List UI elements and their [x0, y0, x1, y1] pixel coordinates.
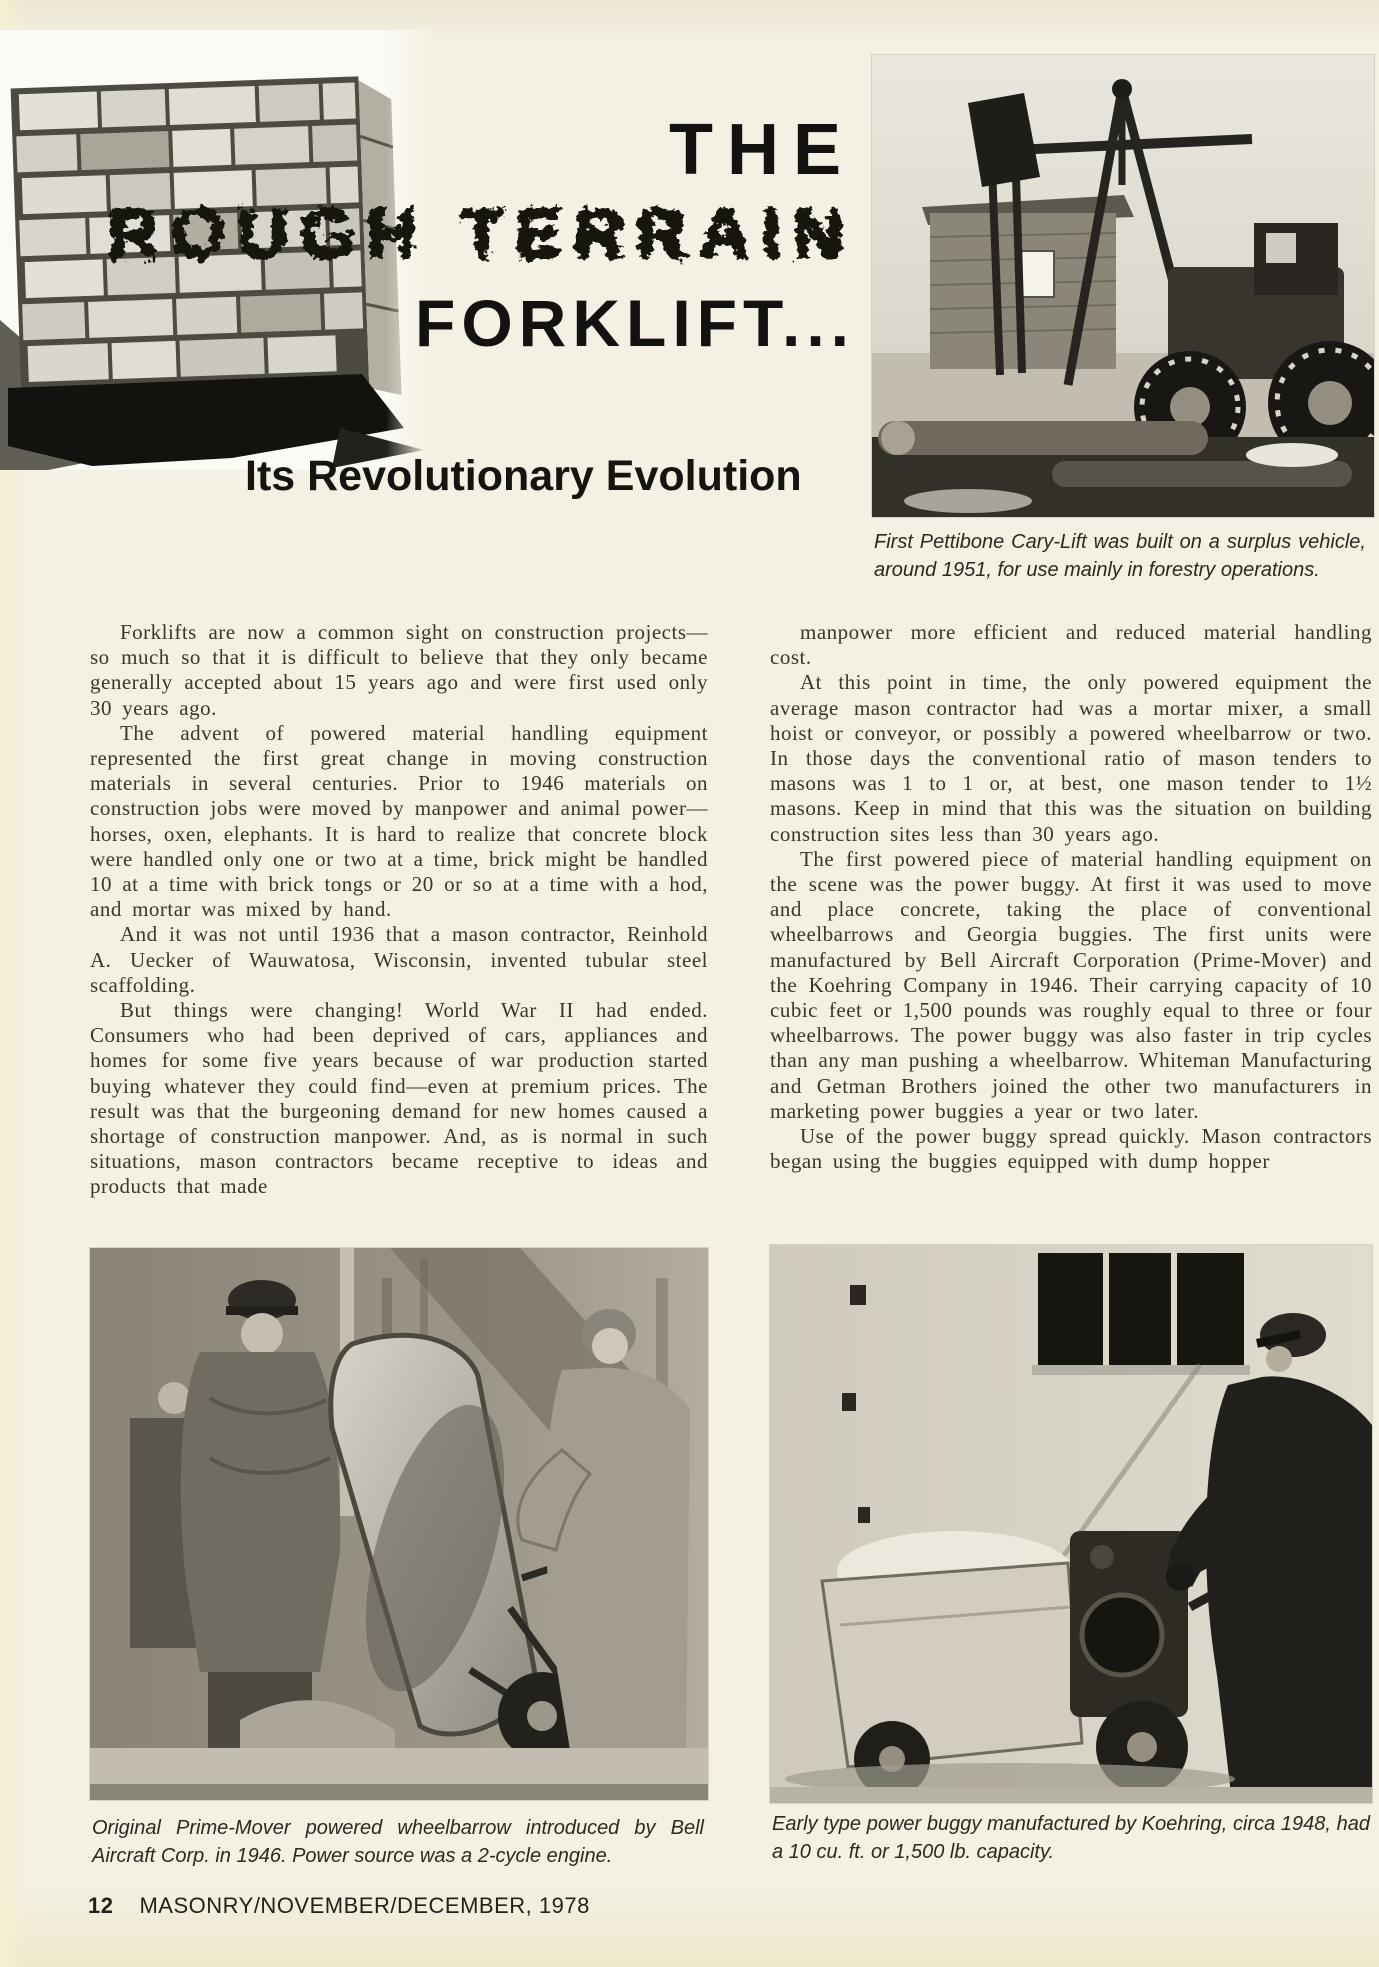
- title-line-the: THE: [669, 110, 855, 190]
- article-subtitle: Its Revolutionary Evolution: [245, 452, 802, 500]
- article-column-left: [90, 620, 708, 1200]
- photo-pettibone-cary-lift: [872, 55, 1374, 517]
- paragraph: The first powered piece of material handling equipment on the scene was the power buggy. At first it was used to move and place concrete, taking the place of conventional wheelbarrows and Georgia buggies. The first units were manufactured by Bell Aircraft Corporation (Prime-Mover) and the Koehring Company in 1946. Their carrying capacity of 10 cubic feet or 1,500 pounds was roughly equal to three or four wheelbarrows. The power buggy was also faster in trip cycles than any man pushing a wheelbarrow. Whiteman Manufacturing and Getman Brothers joined the other two manufacturers in marketing power buggies a year or two later.: [770, 846, 1372, 1123]
- caption-prime-mover: Original Prime-Mover powered wheelbarrow introduced by Bell Aircraft Corp. in 1946. Power source was a 2-cycle engine.: [92, 1817, 704, 1867]
- paragraph: manpower more efficient and reduced material handling cost.: [770, 620, 1372, 670]
- paragraph: And it was not until 1936 that a mason contractor, Reinhold A. Uecker of Wauwatosa, Wisconsin, invented tubular steel scaffolding.: [90, 922, 708, 997]
- caption-koehring: Early type power buggy manufactured by Koehring, circa 1948, had a 10 cu. ft. or 1,500 lb. capacity.: [772, 1813, 1370, 1863]
- paragraph: Use of the power buggy spread quickly. Mason contractors began using the buggies equipped with dump hopper: [770, 1124, 1372, 1174]
- article-column-right: [770, 620, 1372, 1174]
- title-line-rough-terrain: ROUGH TERRAIN: [107, 194, 855, 272]
- paragraph: But things were changing! World War II had ended. Consumers who had been deprived of cars, appliances and homes for some five years because of war production started buying whatever they could find—even at premium prices. The result was that the burgeoning demand for new homes caused a shortage of construction manpower. And, as is normal in such situations, mason contractors became receptive to ideas and products that made: [90, 998, 708, 1199]
- paragraph: At this point in time, the only powered equipment the average mason contractor had was a mortar mixer, a small hoist or conveyor, or possibly a powered wheelbarrow or two. In those days the conventional ratio of mason tenders to masons was 1 to 1 or, at best, one mason tender to 1½ masons. Keep in mind that this was the situation on building construction sites less than 30 years ago.: [770, 670, 1372, 846]
- page-footer: [88, 1893, 590, 1919]
- caption-pettibone: First Pettibone Cary-Lift was built on a surplus vehicle, around 1951, for use mainly in forestry operations.: [874, 531, 1366, 581]
- photo-koehring-power-buggy: [770, 1245, 1372, 1803]
- page-number: 12: [88, 1893, 114, 1918]
- magazine-issue: MASONRY/NOVEMBER/DECEMBER, 1978: [139, 1893, 590, 1918]
- paragraph: The advent of powered material handling equipment represented the first great change in moving construction materials in several centuries. Prior to 1946 materials on construction jobs were moved by manpower and animal power—horses, oxen, elephants. It is hard to realize that concrete block were handled only one or two at a time, brick might be handled 10 at a time with brick tongs or 20 or so at a time with a hod, and mortar was mixed by hand.: [90, 720, 708, 922]
- photo-prime-mover-wheelbarrow: [90, 1248, 708, 1800]
- title-line-forklift: FORKLIFT...: [415, 286, 855, 360]
- paragraph: Forklifts are now a common sight on construction projects—so much so that it is difficult to believe that they only became generally accepted about 15 years ago and were first used only 30 years ago.: [90, 620, 708, 720]
